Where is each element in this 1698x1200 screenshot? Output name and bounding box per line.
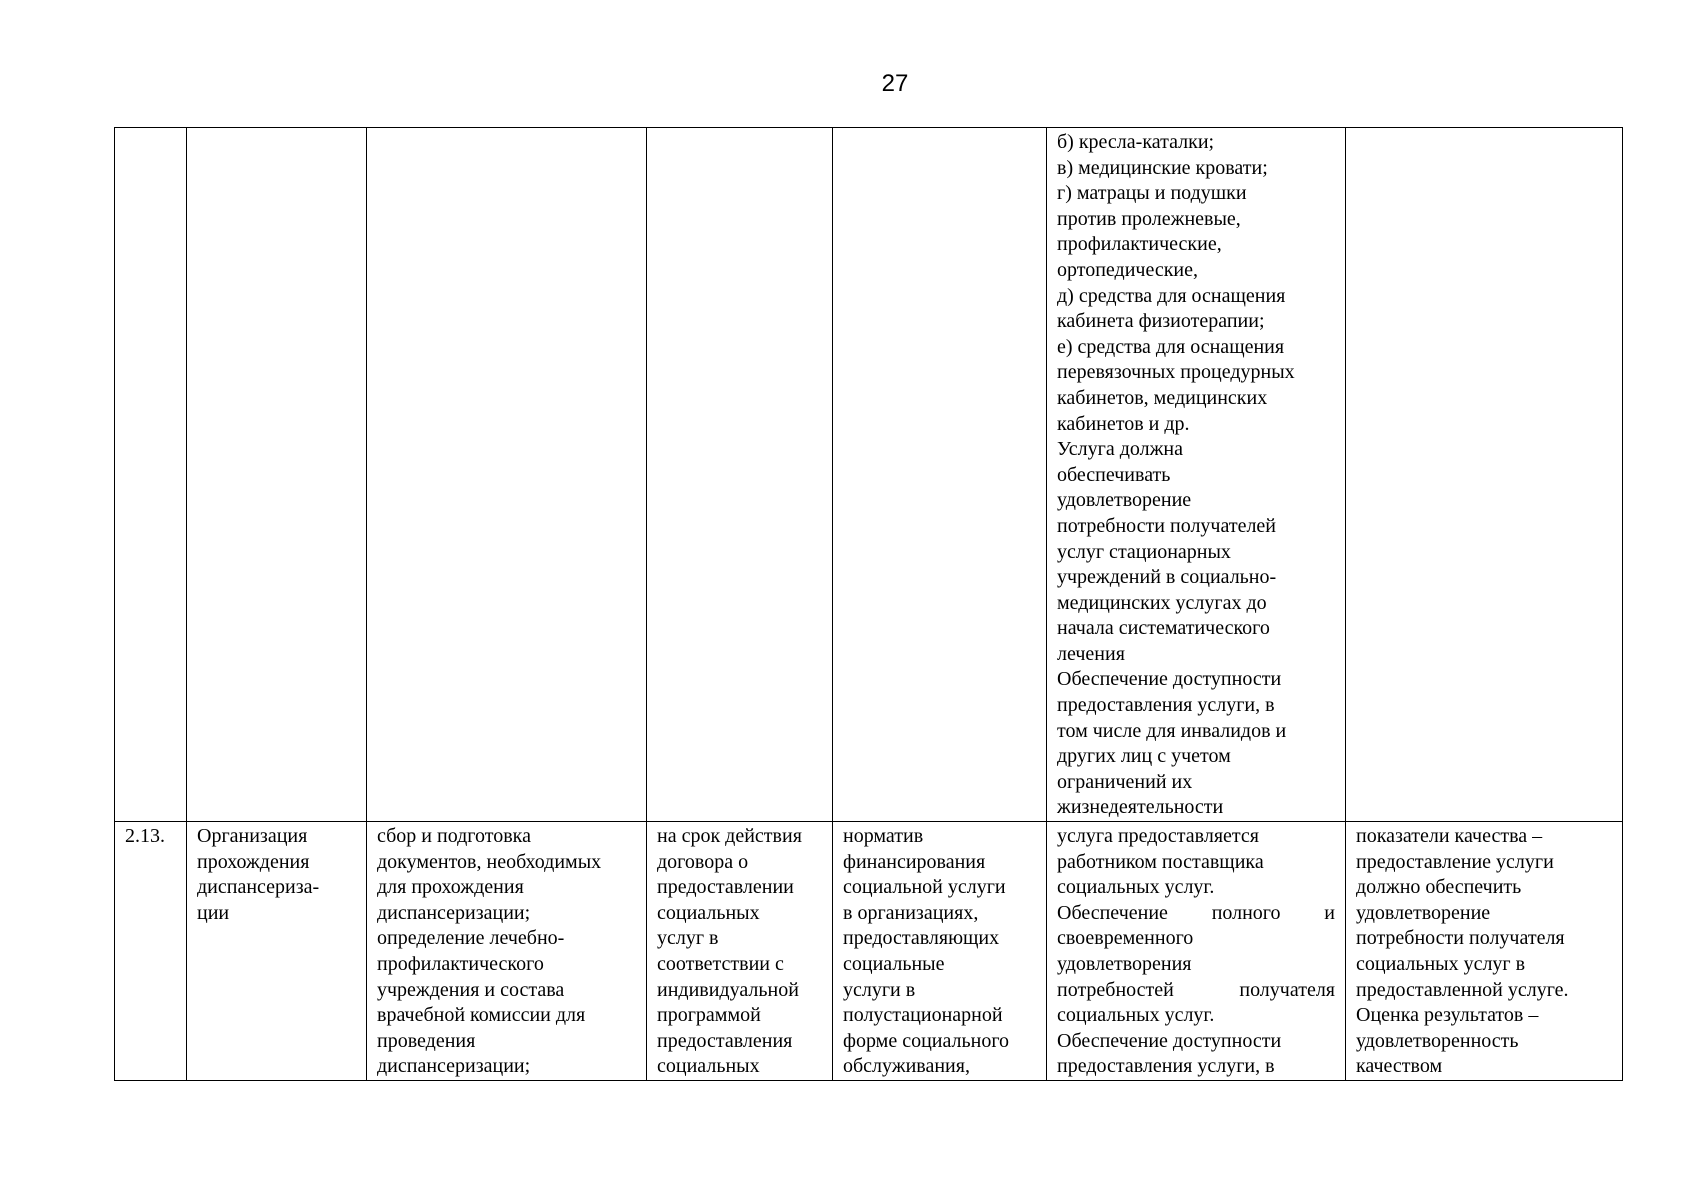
cell-text-line: качеством <box>1356 1055 1443 1078</box>
cell-text-line: своевременного <box>1057 927 1194 950</box>
cell-text-line: ортопедические, <box>1057 258 1199 281</box>
cell-text-line: услуга предоставляется <box>1057 825 1259 848</box>
cell-text-line: предоставления <box>657 1029 793 1052</box>
cell-text-line: удовлетворения <box>1057 953 1192 975</box>
cell-text-line: кабинетов и др. <box>1057 412 1190 435</box>
cell-text-line: услуг в <box>657 927 719 950</box>
cell-text-line: норматив <box>843 825 924 848</box>
cell-service-content <box>367 822 647 1081</box>
cell-text-line: том числе для инвалидов и <box>1057 719 1287 742</box>
cell-text-line: потребности получателя <box>1356 927 1565 950</box>
cell-text-line: социальных услуг. <box>1057 876 1215 899</box>
cell-text-line: медицинских услугах до <box>1057 591 1267 614</box>
cell-number <box>115 822 187 1081</box>
page-number: 27 <box>881 70 909 97</box>
cell-text-line: профилактические, <box>1057 233 1222 256</box>
cell-text-line: в) медицинские кровати; <box>1057 156 1268 179</box>
table-row <box>115 822 1623 1081</box>
cell-service-name <box>187 128 367 822</box>
cell-text-line: врачебной комиссии для <box>377 1004 586 1027</box>
cell-text-line: индивидуальной <box>657 978 799 1001</box>
cell-text-line: других лиц с учетом <box>1057 745 1231 768</box>
cell-text-word: Обеспечение <box>1057 901 1168 924</box>
cell-text-line <box>1057 978 1335 1004</box>
cell-text-line: предоставления услуги, в <box>1057 1055 1275 1078</box>
cell-text-line: документов, необходимых <box>377 850 602 873</box>
cell-text-line: кабинетов, медицинских <box>1057 386 1268 409</box>
cell-text-line: Услуга должна <box>1057 438 1183 461</box>
cell-text-line: диспансеризации; <box>377 901 531 924</box>
cell-text-line: Обеспечение доступности <box>1057 668 1282 691</box>
cell-number <box>115 128 187 822</box>
cell-text-line: 2.13. <box>125 825 165 848</box>
cell-text-line: д) средства для оснащения <box>1057 284 1286 307</box>
cell-text-line: услуги в <box>843 978 916 1001</box>
cell-text-line: сбор и подготовка <box>377 825 531 848</box>
cell-text-line: лечения <box>1057 642 1125 665</box>
cell-service-content <box>367 128 647 822</box>
cell-text-line: перевязочных процедурных <box>1057 361 1295 384</box>
cell-service-conditions <box>1047 822 1346 1081</box>
cell-text-line: социальные <box>843 953 945 975</box>
cell-text-line: финансирования <box>843 850 986 873</box>
cell-text-line: жизнедеятельности <box>1057 796 1224 819</box>
cell-text-line: учреждений в социально- <box>1057 566 1277 589</box>
cell-text-line: работником поставщика <box>1057 850 1264 873</box>
cell-text-line: е) средства для оснащения <box>1057 335 1285 358</box>
cell-text-line: предоставления услуги, в <box>1057 694 1275 717</box>
cell-service-term <box>647 128 833 822</box>
cell-text-line: в организациях, <box>843 901 979 924</box>
cell-text-line: прохождения <box>197 850 310 873</box>
cell-financing-norm <box>833 128 1047 822</box>
cell-text-line: начала систематического <box>1057 617 1270 640</box>
cell-text-line: социальной услуги <box>843 876 1006 899</box>
cell-text-line: удовлетворение <box>1057 489 1192 512</box>
cell-text-line: программой <box>657 1004 761 1027</box>
cell-text-line: социальных <box>657 1055 760 1078</box>
cell-service-term <box>647 822 833 1081</box>
cell-text-line: на срок действия <box>657 825 802 848</box>
cell-service-conditions <box>1047 128 1346 822</box>
cell-text-line: социальных услуг. <box>1057 1004 1215 1027</box>
cell-text-line: договора о <box>657 850 749 873</box>
cell-service-name <box>187 822 367 1081</box>
cell-text-line: полустационарной <box>843 1004 1003 1027</box>
cell-text-line: профилактического <box>377 953 544 975</box>
cell-quality-indicators <box>1346 128 1623 822</box>
cell-text-line: предоставляющих <box>843 927 1000 950</box>
cell-text-line: г) матрацы и подушки <box>1057 182 1247 205</box>
cell-text-line: предоставление услуги <box>1356 850 1554 873</box>
cell-text-line: диспансериза- <box>197 876 320 899</box>
cell-text-line: б) кресла-каталки; <box>1057 131 1215 153</box>
cell-text-line: против пролежневые, <box>1057 207 1241 230</box>
cell-text-line: диспансеризации; <box>377 1055 531 1078</box>
cell-quality-indicators <box>1346 822 1623 1081</box>
cell-text-word: потребностей <box>1057 978 1174 1001</box>
cell-text-line: потребности получателей <box>1057 514 1277 537</box>
cell-text-line: удовлетворенность <box>1356 1029 1519 1052</box>
cell-text-line: социальных <box>657 901 760 924</box>
cell-text-line: ции <box>197 901 230 924</box>
cell-text-line: услуг стационарных <box>1057 540 1231 563</box>
cell-text-line: Организация <box>197 825 308 848</box>
cell-text-line: предоставленной услуге. <box>1356 978 1569 1001</box>
cell-text-line <box>1057 901 1335 927</box>
cell-text-line: социальных услуг в <box>1356 953 1526 975</box>
cell-text-line: Оценка результатов – <box>1356 1004 1539 1027</box>
cell-text-line: обслуживания, <box>843 1055 970 1078</box>
cell-text-line: для прохождения <box>377 876 524 899</box>
cell-text-line: показатели качества – <box>1356 825 1543 848</box>
cell-text-word: полного <box>1211 901 1281 924</box>
services-table <box>114 127 1623 1081</box>
cell-text-line: удовлетворение <box>1356 901 1491 924</box>
cell-text-line: определение лечебно- <box>377 927 565 950</box>
cell-text-line: должно обеспечить <box>1356 876 1522 899</box>
cell-text-line: кабинета физиотерапии; <box>1057 310 1265 333</box>
cell-text-line: обеспечивать <box>1057 463 1171 486</box>
table-row <box>115 128 1623 822</box>
cell-text-line: проведения <box>377 1029 476 1052</box>
cell-text-word: и <box>1324 901 1335 924</box>
cell-text-line: соответствии с <box>657 953 784 975</box>
cell-financing-norm <box>833 822 1047 1081</box>
cell-text-line: ограничений их <box>1057 770 1193 793</box>
cell-text-line: предоставлении <box>657 876 794 899</box>
cell-text-line: учреждения и состава <box>377 978 565 1001</box>
cell-text-word: получателя <box>1239 978 1335 1001</box>
cell-text-line: форме социального <box>843 1029 1010 1052</box>
cell-text-line: Обеспечение доступности <box>1057 1029 1282 1052</box>
